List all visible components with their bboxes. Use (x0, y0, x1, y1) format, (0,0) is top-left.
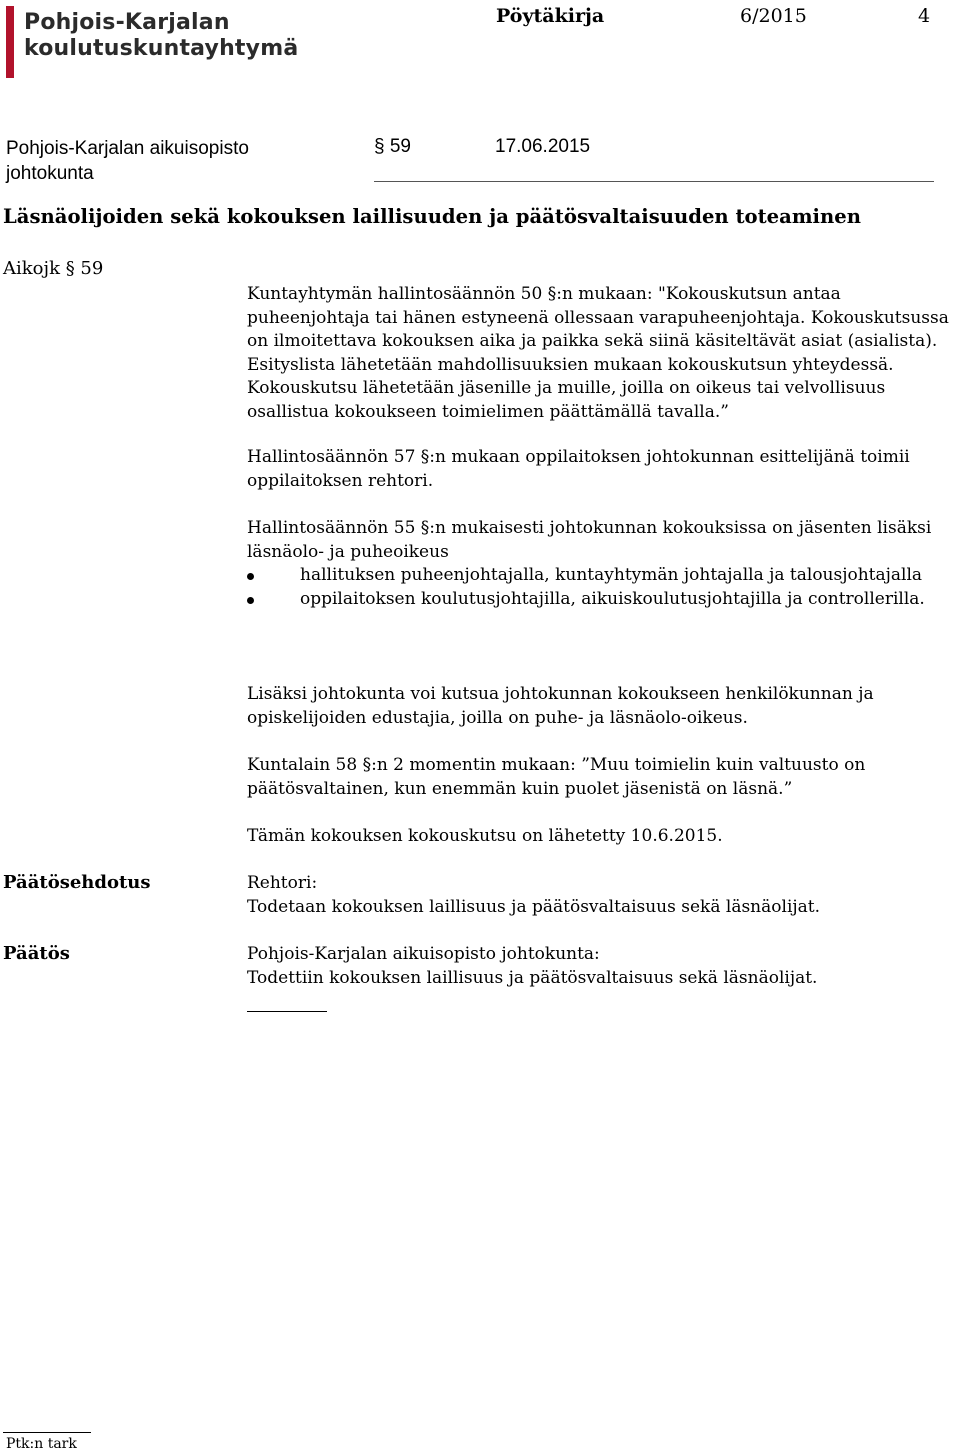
bullet-icon (247, 573, 254, 580)
decision-label: Päätös (3, 943, 70, 964)
org-line-2: johtokunta (6, 163, 94, 184)
proposal-label: Päätösehdotus (3, 872, 151, 893)
paragraph-text: Kuntayhtymän hallintosäännön 50 §:n mukaan: "Kokouskutsun antaa puheenjohtaja tai hänen estyneenä ollessaan varapuheenjohtaja. Kokouskutsussa on ilmoitettava kokouksen aika ja paikka sekä siinä käsiteltävät asiat (asialista). Esityslista lähetetään mahdollisuuksien mukaan kokouskutsun yhteydessä. Kokouskutsu lähetetään jäsenille ja muille, joilla on oikeus tai velvollisuus osallistua kokoukseen toimielimen päättämällä tavalla.” (247, 284, 949, 422)
decision-line-1: Pohjois-Karjalan aikuisopisto johtokunta: (247, 944, 600, 964)
header-divider (374, 181, 934, 182)
paragraph-text: Kuntalain 58 §:n 2 momentin mukaan: ”Muu toimielin kuin valtuusto on päätösvaltainen, kun enemmän kuin puolet jäsenistä on läsnä.” (247, 755, 866, 799)
org-line-1: Pohjois-Karjalan aikuisopisto (6, 138, 249, 159)
proposal-text (247, 872, 959, 919)
paragraph-invitation-sent (247, 825, 959, 849)
organization-logo (24, 10, 298, 62)
proposal-line-1: Rehtori: (247, 873, 318, 893)
paragraph-text: Lisäksi johtokunta voi kutsua johtokunnan kokoukseen henkilökunnan ja opiskelijoiden edustajia, joilla on puhe- ja läsnäolo-oikeus. (247, 684, 874, 728)
list-item: hallituksen puheenjohtajalla, kuntayhtymän johtajalla ja talousjohtajalla (247, 564, 959, 588)
minutes-check-label: Ptk:n tark (6, 1436, 77, 1452)
rights-list (247, 564, 959, 611)
organization-name (6, 136, 249, 186)
paragraph-text: Tämän kokouksen kokouskutsu on lähetetty 10.6.2015. (247, 826, 723, 846)
logo-line-1: Pohjois-Karjalan (24, 10, 230, 35)
decision-line-2: Todettiin kokouksen laillisuus ja päätösvaltaisuus sekä läsnäolijat. (247, 967, 818, 988)
paragraph-attendance-rights (247, 517, 959, 611)
paragraph-rules (247, 283, 959, 424)
item-title: Läsnäolijoiden sekä kokouksen laillisuuden ja päätösvaltaisuuden toteaminen (3, 205, 861, 228)
paragraph-presenter (247, 446, 959, 493)
proposal-line-2: Todetaan kokouksen laillisuus ja päätösvaltaisuus sekä läsnäolijat. (247, 896, 821, 917)
decision-text (247, 943, 959, 990)
section-number: § 59 (374, 136, 411, 157)
logo-line-2: koulutuskuntayhtymä (24, 36, 299, 61)
paragraph-quorum (247, 754, 959, 801)
paragraph-invitees (247, 683, 959, 730)
paragraph-text: Hallintosäännön 55 §:n mukaisesti johtokunnan kokouksissa on jäsenten lisäksi läsnäolo- ja puheoikeus (247, 518, 932, 562)
bullet-icon (247, 597, 254, 604)
page-number: 4 (918, 5, 931, 27)
list-item: oppilaitoksen koulutusjohtajilla, aikuiskoulutusjohtajilla ja controllerilla. (247, 588, 959, 612)
meeting-date: 17.06.2015 (495, 136, 591, 157)
end-divider (247, 1011, 327, 1012)
document-type: Pöytäkirja (496, 5, 605, 27)
footer-divider (3, 1432, 91, 1433)
document-number: 6/2015 (740, 5, 807, 27)
logo-bar (6, 6, 14, 78)
paragraph-text: Hallintosäännön 57 §:n mukaan oppilaitoksen johtokunnan esittelijänä toimii oppilaitoksen rehtori. (247, 447, 910, 491)
previous-reference: Aikojk § 59 (3, 258, 104, 279)
